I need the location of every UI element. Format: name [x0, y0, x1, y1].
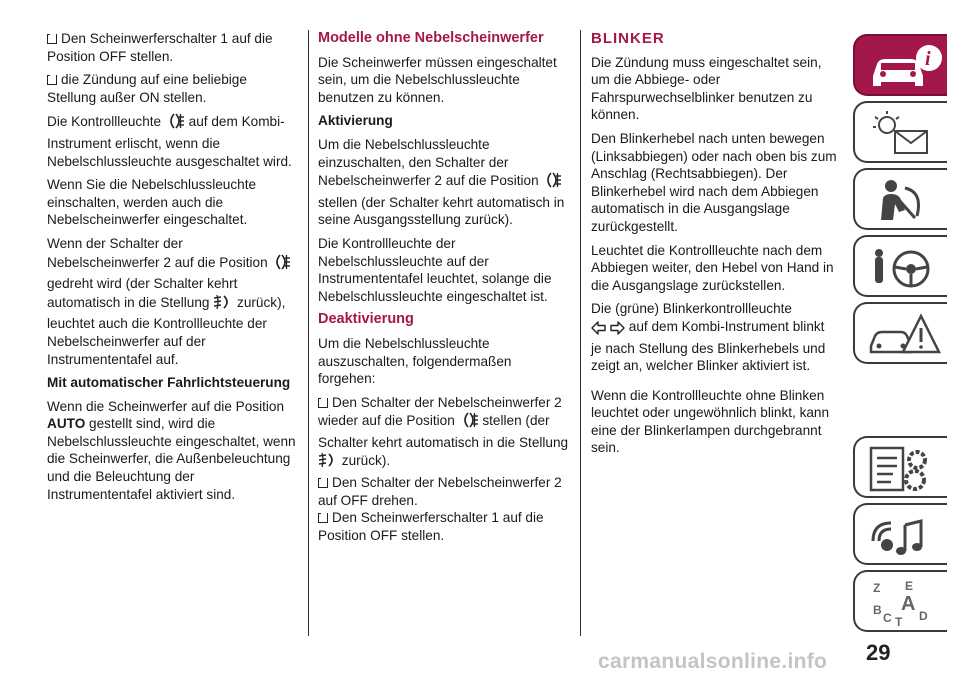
bullet-text: die Zündung auf eine beliebige Stellung außer ON stellen.	[47, 72, 247, 105]
bullet-item	[47, 71, 297, 106]
front-fog-light-icon	[318, 451, 338, 474]
svg-text:B: B	[873, 603, 882, 617]
safety-icon	[865, 176, 945, 226]
multimedia-icon	[865, 511, 945, 561]
svg-text:A: A	[901, 593, 916, 615]
paragraph: Wenn die Kontrollleuchte ohne Blinken leuchtet oder ungewöhnlich blinkt, kann eine der Blinkerlampen durchgebrannt sein.	[591, 387, 830, 456]
svg-text:i: i	[925, 48, 931, 70]
front-fog-light-icon	[213, 293, 233, 316]
bullet-item: Den Schalter der Nebelscheinwerfer 2 wieder auf die Position stellen (der Schalter kehrt automatisch in die Stellung zurück).	[318, 394, 570, 474]
svg-text:D: D	[919, 609, 928, 623]
subheading-activation: Aktivierung	[318, 113, 393, 129]
paragraph: Leuchtet die Kontrollleuchte nach dem Abbiegen weiter, den Hebel von Hand in die Ausgangslage zurückstellen.	[591, 242, 834, 293]
tab-index[interactable]	[853, 570, 947, 632]
svg-text:C: C	[883, 611, 892, 625]
section-heading: Deaktivierung	[318, 311, 414, 328]
rear-fog-light-icon	[165, 112, 185, 135]
checkbox-bullet-icon	[318, 478, 328, 488]
checkbox-bullet-icon	[318, 513, 328, 523]
checkbox-bullet-icon	[47, 34, 57, 44]
warning-lights-icon	[865, 109, 945, 159]
watermark: carmanualsonline.info	[598, 650, 828, 673]
index-icon	[865, 578, 945, 628]
turn-signal-arrows-icon	[591, 321, 625, 340]
rear-fog-light-icon	[459, 411, 479, 434]
paragraph: Die Zündung muss eingeschaltet sein, um die Abbiege- oder Fahrspurwechselblinker benutzen zu können.	[591, 54, 822, 123]
section-heading: Modelle ohne Nebelscheinwerfer	[318, 30, 544, 46]
column-divider	[580, 30, 581, 636]
tab-maintenance[interactable]	[853, 436, 947, 498]
section-heading: Mit automatischer Fahrlichtsteuerung	[47, 375, 291, 391]
rear-fog-light-icon	[271, 253, 291, 276]
checkbox-bullet-icon	[47, 75, 57, 85]
column-1	[47, 30, 297, 509]
column-3	[591, 30, 837, 463]
bullet-item: Den Schalter der Nebelscheinwerfer 2 auf OFF drehen.	[318, 475, 562, 508]
checkbox-bullet-icon	[318, 398, 328, 408]
paragraph: Die Kontrollleuchte der Nebelschlussleuchte auf der Instrumententafel leuchtet, solange die Nebelschlussleuchte eingeschaltet ist.	[318, 235, 552, 304]
svg-text:E: E	[905, 579, 914, 593]
paragraph: Den Blinkerhebel nach unten bewegen (Linksabbiegen) oder nach oben bis zum Anschlag (Rechtsabbiegen). Der Blinkerhebel wird nach dem Abbiegen automatisch in die Ausgangslage zurückgestellt.	[591, 130, 837, 234]
bullet-item: Den Scheinwerferschalter 1 auf die Position OFF stellen.	[318, 510, 544, 543]
paragraph: Wenn der Schalter der Nebelscheinwerfer 2 auf die Position gedreht wird (der Schalter kehrt automatisch in die Stellung zurück), leuchtet auch die Kontrollleuchte der Nebelscheinwerfer auf der Instrumententafel auf.	[47, 235, 297, 368]
tab-emergency[interactable]	[853, 302, 947, 364]
svg-text:T: T	[895, 615, 903, 628]
rear-fog-light-icon	[542, 171, 562, 194]
paragraph: Wenn Sie die Nebelschlussleuchte einschalten, werden auch die Nebelscheinwerfer eingeschaltet.	[47, 177, 257, 228]
bullet-item	[47, 30, 297, 65]
column-2	[318, 30, 570, 550]
tab-warning-lights[interactable]	[853, 101, 947, 163]
section-heading-blinker: BLINKER	[591, 30, 665, 47]
bullet-text: Den Scheinwerferschalter 1 auf die Position OFF stellen.	[47, 31, 273, 64]
svg-text:Z: Z	[873, 581, 881, 595]
tab-car-info[interactable]	[853, 34, 947, 96]
paragraph: Um die Nebelschlussleuchte einzuschalten, den Schalter der Nebelscheinwerfer 2 auf die Position stellen (der Schalter kehrt automatisch in seine Ausgangsstellung zurück).	[318, 136, 565, 228]
tab-multimedia[interactable]	[853, 503, 947, 565]
tab-safety[interactable]	[853, 168, 947, 230]
driving-icon	[865, 243, 945, 293]
paragraph: Um die Nebelschlussleuchte auszuschalten, folgendermaßen forgehen:	[318, 335, 512, 387]
column-divider	[308, 30, 309, 636]
paragraph: Die (grüne) Blinkerkontrollleuchte auf dem Kombi-Instrument blinkt je nach Stellung des Blinkerhebels und zeigt an, welcher Blinker aktiviert ist.	[591, 301, 826, 374]
car-info-icon	[865, 42, 945, 92]
paragraph: Wenn die Scheinwerfer auf die Position AUTO gestellt sind, wird die Nebelschlussleuchte eingeschaltet, wenn die Scheinwerfer, die Außenbeleuchtung und die Beleuchtung der Instrumententafel aktiviert sind.	[47, 398, 296, 502]
maintenance-icon	[865, 444, 945, 494]
tab-driving[interactable]	[853, 235, 947, 297]
paragraph: Die Kontrollleuchte auf dem Kombi-Instrument erlischt, wenn die Nebelschlussleuchte ausgeschaltet wird.	[47, 114, 292, 169]
page-number: 29	[866, 640, 891, 665]
paragraph: Die Scheinwerfer müssen eingeschaltet sein, um die Nebelschlussleuchte benutzen zu können.	[318, 54, 557, 105]
emergency-icon	[865, 310, 945, 360]
